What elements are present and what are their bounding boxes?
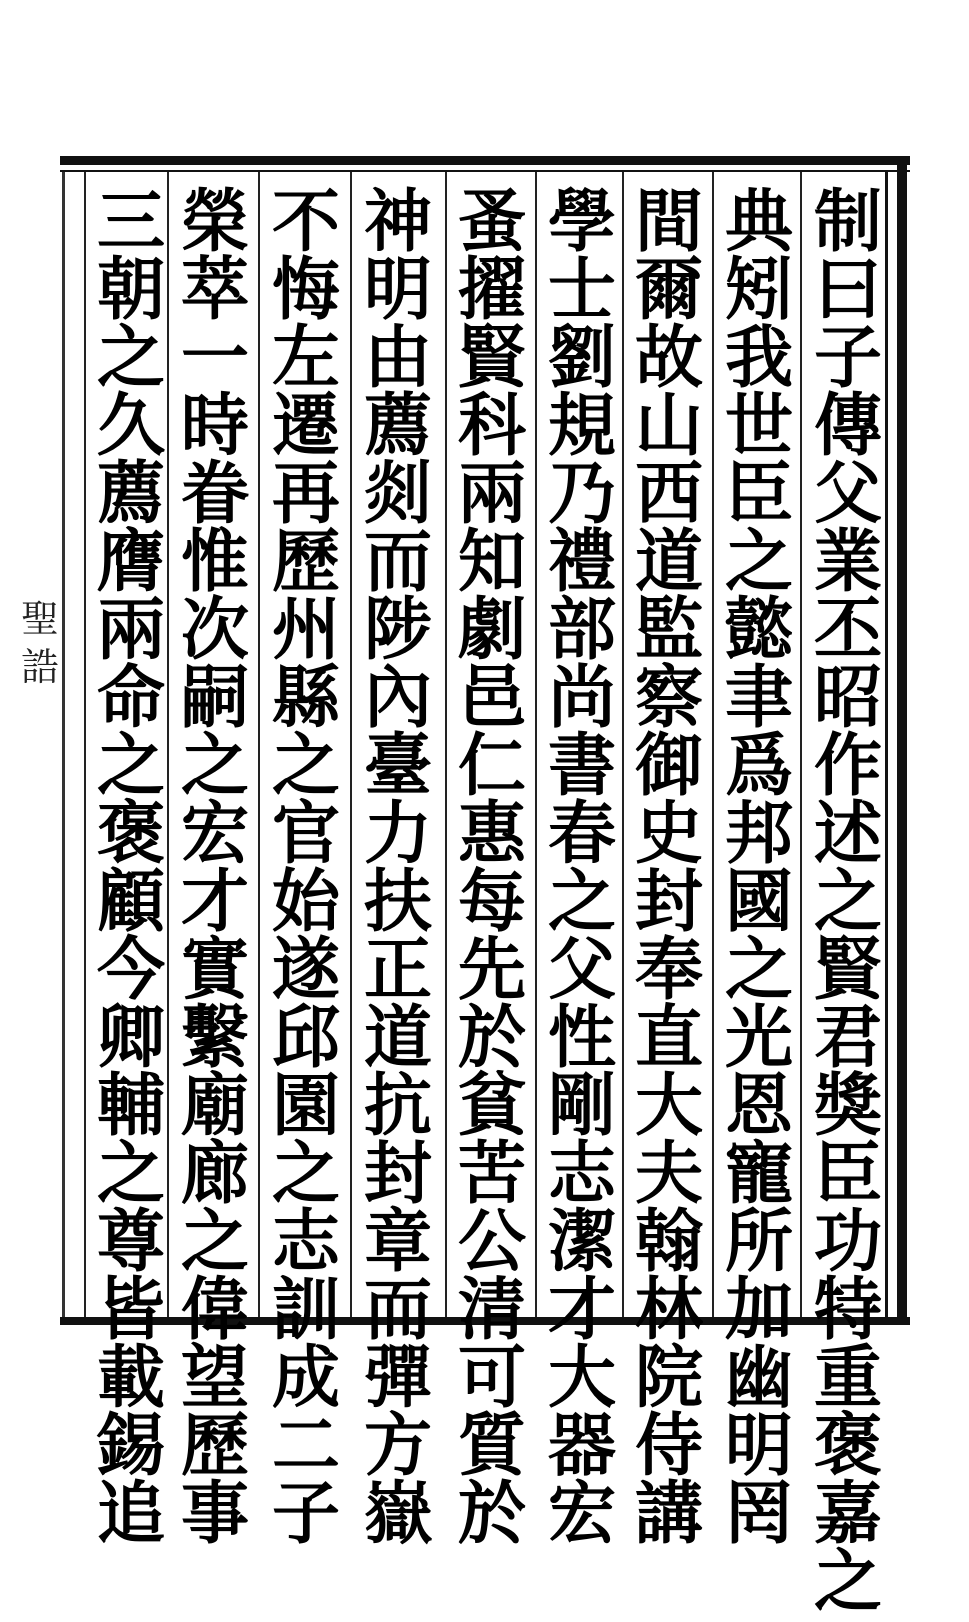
character: 直 xyxy=(634,998,703,1078)
character: 部 xyxy=(547,590,616,670)
character: 之 xyxy=(180,1202,249,1282)
character: 才 xyxy=(180,862,249,942)
text-column-4 xyxy=(539,182,625,1554)
character: 而 xyxy=(363,1270,432,1350)
character: 正 xyxy=(363,930,432,1010)
character: 擢 xyxy=(457,250,526,330)
character: 臣 xyxy=(813,1134,882,1214)
character: 苦 xyxy=(457,1134,526,1214)
character: 之 xyxy=(813,862,882,942)
margin-title xyxy=(20,597,60,720)
character: 嶽 xyxy=(363,1474,432,1554)
character: 之 xyxy=(271,1134,340,1214)
character: 寵 xyxy=(724,1134,793,1214)
character: 特 xyxy=(813,1270,882,1350)
text-column-6 xyxy=(355,182,441,1554)
character: 兩 xyxy=(96,590,165,670)
character: 父 xyxy=(547,930,616,1010)
character: 故 xyxy=(634,318,703,398)
character: 始 xyxy=(271,862,340,942)
character: 劉 xyxy=(547,318,616,398)
character: 道 xyxy=(363,998,432,1078)
text-column-3 xyxy=(626,182,712,1554)
text-column-7 xyxy=(263,182,349,1554)
character: 大 xyxy=(634,1066,703,1146)
character: 賢 xyxy=(813,930,882,1010)
character: 輔 xyxy=(96,1066,165,1146)
character: 由 xyxy=(363,318,432,398)
character: 幽 xyxy=(724,1338,793,1418)
character: 明 xyxy=(724,1406,793,1486)
character: 力 xyxy=(363,794,432,874)
character: 清 xyxy=(457,1270,526,1350)
character: 我 xyxy=(724,318,793,398)
character: 時 xyxy=(180,386,249,466)
character: 西 xyxy=(634,454,703,534)
character: 才 xyxy=(547,1270,616,1350)
character: 恩 xyxy=(724,1066,793,1146)
character: 重 xyxy=(813,1338,882,1418)
character: 顧 xyxy=(96,862,165,942)
character: 道 xyxy=(634,522,703,602)
character: 皆 xyxy=(96,1270,165,1350)
character: 聖 xyxy=(20,597,59,641)
character: 史 xyxy=(634,794,703,874)
character: 懿 xyxy=(724,590,793,670)
character: 偉 xyxy=(180,1270,249,1350)
character: 剛 xyxy=(547,1066,616,1146)
character: 薦 xyxy=(96,454,165,534)
character: 官 xyxy=(271,794,340,874)
character: 惠 xyxy=(457,794,526,874)
character: 賢 xyxy=(457,318,526,398)
character: 陟 xyxy=(363,590,432,670)
character: 成 xyxy=(271,1338,340,1418)
character: 作 xyxy=(813,726,882,806)
character: 臣 xyxy=(724,454,793,534)
character: 錫 xyxy=(96,1406,165,1486)
character: 之 xyxy=(724,930,793,1010)
character: 乃 xyxy=(547,454,616,534)
character: 褒 xyxy=(96,794,165,874)
character: 廊 xyxy=(180,1134,249,1214)
character: 每 xyxy=(457,862,526,942)
character: 朝 xyxy=(96,250,165,330)
character: 方 xyxy=(363,1406,432,1486)
text-column-9 xyxy=(88,182,174,1554)
character: 侍 xyxy=(634,1406,703,1486)
character: 器 xyxy=(547,1406,616,1486)
character: 公 xyxy=(457,1202,526,1282)
character: 林 xyxy=(634,1270,703,1350)
character: 聿 xyxy=(724,658,793,738)
character: 可 xyxy=(457,1338,526,1418)
character: 彈 xyxy=(363,1338,432,1418)
character: 制 xyxy=(813,182,882,262)
character: 膺 xyxy=(96,522,165,602)
character: 曰 xyxy=(813,250,882,330)
character: 蚤 xyxy=(457,182,526,262)
character: 惟 xyxy=(180,522,249,602)
character: 卿 xyxy=(96,998,165,1078)
character: 遂 xyxy=(271,930,340,1010)
character: 邱 xyxy=(271,998,340,1078)
character: 夫 xyxy=(634,1134,703,1214)
character: 邦 xyxy=(724,794,793,874)
character: 仁 xyxy=(457,726,526,806)
character: 矧 xyxy=(724,250,793,330)
character: 三 xyxy=(96,182,165,262)
character: 監 xyxy=(634,590,703,670)
character: 貧 xyxy=(457,1066,526,1146)
character: 訓 xyxy=(271,1270,340,1350)
character: 薦 xyxy=(363,386,432,466)
character: 褒 xyxy=(813,1406,882,1486)
character: 講 xyxy=(634,1474,703,1554)
character: 載 xyxy=(96,1338,165,1418)
character: 章 xyxy=(363,1202,432,1282)
character: 潔 xyxy=(547,1202,616,1282)
character: 功 xyxy=(813,1202,882,1282)
column-rule xyxy=(712,172,714,1317)
character: 歷 xyxy=(180,1406,249,1486)
character: 知 xyxy=(457,522,526,602)
character: 兩 xyxy=(457,454,526,534)
character: 子 xyxy=(271,1474,340,1554)
column-rule xyxy=(445,172,447,1317)
character: 之 xyxy=(271,726,340,806)
character: 之 xyxy=(547,862,616,942)
character: 繫 xyxy=(180,998,249,1078)
character: 之 xyxy=(724,522,793,602)
character: 內 xyxy=(363,658,432,738)
character: 尊 xyxy=(96,1202,165,1282)
character: 科 xyxy=(457,386,526,466)
character: 之 xyxy=(96,726,165,806)
character: 間 xyxy=(634,182,703,262)
character: 久 xyxy=(96,386,165,466)
character: 劇 xyxy=(457,590,526,670)
character: 遷 xyxy=(271,386,340,466)
character: 明 xyxy=(363,250,432,330)
character: 典 xyxy=(724,182,793,262)
character: 志 xyxy=(271,1202,340,1282)
character: 業 xyxy=(813,522,882,602)
character: 神 xyxy=(363,182,432,262)
character: 罔 xyxy=(724,1474,793,1554)
character: 傳 xyxy=(813,386,882,466)
character: 命 xyxy=(96,658,165,738)
character: 爲 xyxy=(724,726,793,806)
character: 院 xyxy=(634,1338,703,1418)
character: 嗣 xyxy=(180,658,249,738)
character: 追 xyxy=(96,1474,165,1554)
character: 大 xyxy=(547,1338,616,1418)
character: 萃 xyxy=(180,250,249,330)
character: 誥 xyxy=(20,645,59,689)
character: 臺 xyxy=(363,726,432,806)
character: 悔 xyxy=(271,250,340,330)
character: 性 xyxy=(547,998,616,1078)
character: 丕 xyxy=(813,590,882,670)
column-rule xyxy=(258,172,260,1317)
character: 二 xyxy=(271,1406,340,1486)
character: 翰 xyxy=(634,1202,703,1282)
column-rule xyxy=(84,172,86,1317)
frame-right-border xyxy=(897,160,907,1323)
character: 獎 xyxy=(813,1066,882,1146)
character: 禮 xyxy=(547,522,616,602)
character: 封 xyxy=(363,1134,432,1214)
character: 奉 xyxy=(634,930,703,1010)
character: 之 xyxy=(180,726,249,806)
character: 尚 xyxy=(547,658,616,738)
character: 世 xyxy=(724,386,793,466)
character: 規 xyxy=(547,386,616,466)
text-column-1 xyxy=(805,182,891,1622)
character: 之 xyxy=(813,1542,882,1622)
character: 質 xyxy=(457,1406,526,1486)
character: 爾 xyxy=(634,250,703,330)
character: 縣 xyxy=(271,658,340,738)
character: 左 xyxy=(271,318,340,398)
character: 士 xyxy=(547,250,616,330)
character: 昭 xyxy=(813,658,882,738)
character: 扶 xyxy=(363,862,432,942)
character: 封 xyxy=(634,862,703,942)
character: 父 xyxy=(813,454,882,534)
character: 書 xyxy=(547,726,616,806)
frame-left-border xyxy=(62,172,65,1317)
character: 不 xyxy=(271,182,340,262)
character: 春 xyxy=(547,794,616,874)
character: 一 xyxy=(180,318,249,398)
character: 於 xyxy=(457,998,526,1078)
character: 廟 xyxy=(180,1066,249,1146)
text-column-5 xyxy=(449,182,535,1554)
character: 先 xyxy=(457,930,526,1010)
character: 而 xyxy=(363,522,432,602)
character: 學 xyxy=(547,182,616,262)
character: 抗 xyxy=(363,1066,432,1146)
character: 光 xyxy=(724,998,793,1078)
column-rule xyxy=(350,172,352,1317)
character: 眷 xyxy=(180,454,249,534)
character: 御 xyxy=(634,726,703,806)
character: 今 xyxy=(96,930,165,1010)
character: 實 xyxy=(180,930,249,1010)
character: 君 xyxy=(813,998,882,1078)
character: 國 xyxy=(724,862,793,942)
character: 所 xyxy=(724,1202,793,1282)
character: 榮 xyxy=(180,182,249,262)
character: 志 xyxy=(547,1134,616,1214)
character: 加 xyxy=(724,1270,793,1350)
character: 之 xyxy=(96,1134,165,1214)
character: 察 xyxy=(634,658,703,738)
character: 於 xyxy=(457,1474,526,1554)
text-column-2 xyxy=(716,182,802,1554)
frame-top-inner-border xyxy=(60,170,910,172)
character: 再 xyxy=(271,454,340,534)
character: 望 xyxy=(180,1338,249,1418)
character: 宏 xyxy=(180,794,249,874)
frame-top-border xyxy=(60,156,910,165)
text-column-8 xyxy=(172,182,258,1554)
character: 州 xyxy=(271,590,340,670)
character: 邑 xyxy=(457,658,526,738)
character: 次 xyxy=(180,590,249,670)
character: 嘉 xyxy=(813,1474,882,1554)
character: 事 xyxy=(180,1474,249,1554)
character: 剡 xyxy=(363,454,432,534)
column-rule xyxy=(535,172,537,1317)
character: 宏 xyxy=(547,1474,616,1554)
character: 歷 xyxy=(271,522,340,602)
character: 之 xyxy=(96,318,165,398)
character: 園 xyxy=(271,1066,340,1146)
character: 述 xyxy=(813,794,882,874)
character: 山 xyxy=(634,386,703,466)
character: 子 xyxy=(813,318,882,398)
